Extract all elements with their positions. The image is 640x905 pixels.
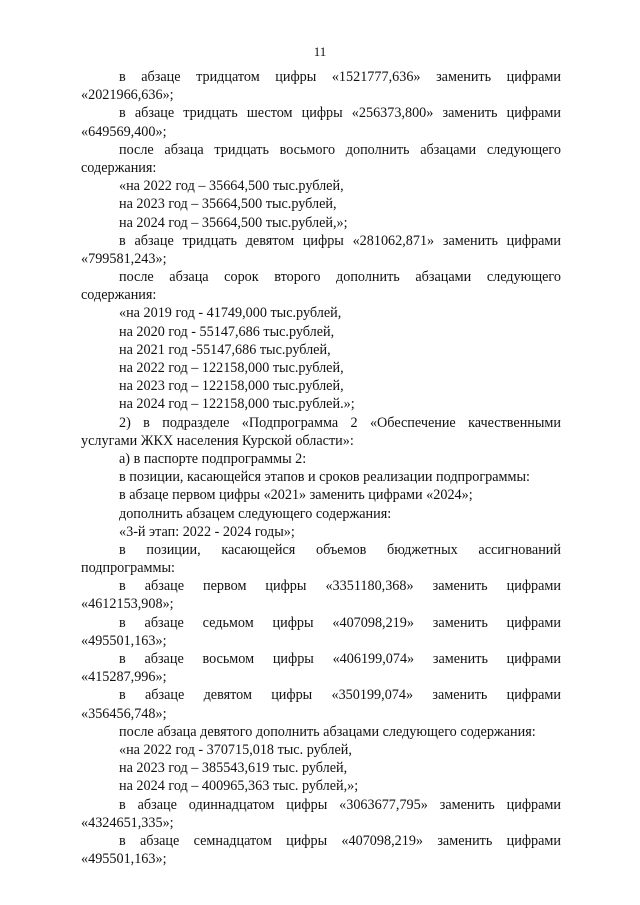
text-line: в абзаце девятом цифры «350199,074» заменить цифрами — [119, 687, 561, 704]
text-line: в абзаце одиннадцатом цифры «3063677,795» заменить цифрами — [119, 796, 561, 813]
text-line: после абзаца девятого дополнить абзацами следующего содержания: — [119, 723, 536, 740]
text-line: подпрограммы: — [81, 560, 175, 577]
text-line: «495501,163»; — [81, 851, 167, 868]
text-line: «649569,400»; — [81, 123, 167, 140]
text-line: в абзаце первом цифры «2021» заменить цифрами «2024»; — [119, 487, 473, 504]
text-line: в позиции, касающейся объемов бюджетных ассигнований — [119, 541, 561, 558]
text-line: содержания: — [81, 287, 157, 304]
text-line: «3-й этап: 2022 - 2024 годы»; — [119, 523, 295, 540]
text-line: 2) в подразделе «Подпрограмма 2 «Обеспечение качественными — [119, 414, 561, 431]
text-line: в позиции, касающейся этапов и сроков реализации подпрограммы: — [119, 469, 530, 486]
text-line: на 2020 год - 55147,686 тыс.рублей, — [119, 323, 335, 340]
text-line: в абзаце седьмом цифры «407098,219» заменить цифрами — [119, 614, 561, 631]
text-line: а) в паспорте подпрограммы 2: — [119, 450, 307, 467]
document-body — [81, 68, 561, 868]
text-line: после абзаца тридцать восьмого дополнить абзацами следующего — [119, 141, 561, 158]
text-line: «на 2022 год - 370715,018 тыс. рублей, — [119, 741, 352, 758]
text-line: содержания: — [81, 159, 157, 176]
text-line: «на 2019 год - 41749,000 тыс.рублей, — [119, 305, 342, 322]
text-line: на 2023 год – 385543,619 тыс. рублей, — [119, 760, 348, 777]
text-line: после абзаца сорок второго дополнить абзацами следующего — [119, 269, 561, 286]
text-line: на 2022 год – 122158,000 тыс.рублей, — [119, 360, 344, 376]
page-number: 11 — [313, 44, 327, 59]
text-line: на 2023 год – 35664,500 тыс.рублей, — [119, 196, 337, 213]
text-line: в абзаце первом цифры «3351180,368» заменить цифрами — [119, 578, 561, 595]
text-line: «356456,748»; — [81, 705, 167, 722]
text-line: в абзаце семнадцатом цифры «407098,219» заменить цифрами — [119, 832, 561, 849]
text-line: «495501,163»; — [81, 632, 167, 649]
text-line: на 2023 год – 122158,000 тыс.рублей, — [119, 378, 344, 395]
text-line: «на 2022 год – 35664,500 тыс.рублей, — [119, 178, 344, 195]
text-line: на 2024 год – 400965,363 тыс. рублей,»; — [119, 778, 359, 795]
text-line: на 2021 год -55147,686 тыс.рублей, — [119, 341, 331, 358]
text-line: на 2024 год – 35664,500 тыс.рублей,»; — [119, 214, 348, 231]
text-line: услугами ЖКХ населения Курской области»: — [81, 432, 354, 449]
text-line: «4612153,908»; — [81, 596, 174, 613]
text-line: в абзаце тридцать шестом цифры «256373,800» заменить цифрами — [119, 105, 561, 122]
text-line: «799581,243»; — [81, 250, 167, 267]
text-line: в абзаце тридцать девятом цифры «281062,871» заменить цифрами — [119, 232, 561, 249]
text-line: дополнить абзацем следующего содержания: — [119, 505, 392, 522]
text-line: «2021966,636»; — [81, 87, 174, 104]
text-line: в абзаце восьмом цифры «406199,074» заменить цифрами — [119, 651, 561, 667]
text-line: на 2024 год – 122158,000 тыс.рублей.»; — [119, 396, 355, 413]
text-line: «4324651,335»; — [81, 814, 174, 831]
text-line: в абзаце тридцатом цифры «1521777,636» заменить цифрами — [119, 69, 561, 85]
text-line: «415287,996»; — [81, 669, 167, 686]
